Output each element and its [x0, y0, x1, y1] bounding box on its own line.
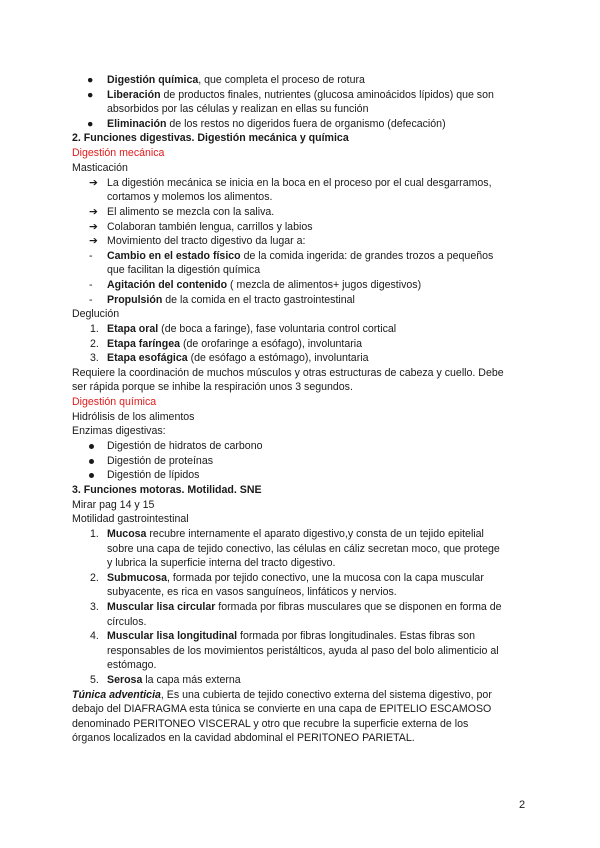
- tunica-paragraph: [72, 688, 492, 702]
- arrow-marker: ➔: [89, 177, 98, 189]
- bold-term: Serosa: [107, 674, 143, 686]
- bullet-item: Digestión de proteínas: [107, 455, 214, 467]
- bullet-item: Digestión de hidratos de carbono: [107, 440, 263, 452]
- arrow-item: Movimiento del tracto digestivo da lugar a:: [107, 235, 306, 247]
- bold-term: Liberación: [107, 89, 161, 101]
- item-text: ( mezcla de alimentos+ jugos digestivos): [227, 279, 422, 291]
- layer-item: [107, 600, 502, 614]
- item-continuation: y lubrica la superficie interna del tracto digestivo.: [107, 557, 336, 569]
- bold-term: Etapa faríngea: [107, 338, 181, 350]
- paragraph-line: órganos localizados en la cavidad abdominal el PERITONEO PARIETAL.: [72, 732, 415, 744]
- arrow-marker: ➔: [89, 206, 98, 218]
- bold-term: Túnica adventicia: [72, 689, 161, 701]
- topic-label: Mirar pag 14 y 15: [72, 499, 155, 511]
- arrow-marker: ➔: [89, 235, 98, 247]
- bullet-item: [107, 117, 446, 131]
- bold-term: Propulsión: [107, 294, 163, 306]
- bold-term: Mucosa: [107, 528, 147, 540]
- bold-term: Etapa esofágica: [107, 352, 188, 364]
- list-number: 2.: [90, 572, 99, 584]
- bold-term: Digestión química: [107, 74, 199, 86]
- arrow-item: El alimento se mezcla con la saliva.: [107, 206, 275, 218]
- paragraph-line: debajo del DIAFRAGMA esta túnica se convierte en una capa de EPITELIO ESCAMOSO: [72, 703, 492, 715]
- bold-term: Cambio en el estado físico: [107, 250, 241, 262]
- item-continuation: absorbidos por las células y realizan en ellas su función: [107, 103, 369, 115]
- item-text: de la comida en el tracto gastrointestinal: [162, 294, 355, 306]
- topic-label: Deglución: [72, 308, 120, 320]
- item-text: de productos finales, nutrientes (glucosa aminoácidos lípidos) que son: [160, 89, 494, 101]
- paragraph-line: ser rápida porque se inhibe la respiración unos 3 segundos.: [72, 381, 353, 393]
- dash-item: [107, 249, 493, 263]
- list-number: 1.: [90, 323, 99, 335]
- list-number: 1.: [90, 528, 99, 540]
- bold-term: Submucosa: [107, 572, 168, 584]
- item-continuation: círculos.: [107, 616, 147, 628]
- stage-item: [107, 337, 362, 351]
- bullet-marker: ●: [87, 74, 94, 86]
- item-text: recubre internamente el aparato digestivo,y consta de un tejido epitelial: [146, 528, 484, 540]
- item-continuation: responsables de los movimientos peristálticos, ayuda al paso del bolo alimenticio al: [107, 645, 499, 657]
- topic-label: Enzimas digestivas:: [72, 425, 166, 437]
- bullet-dot-icon: [89, 459, 94, 464]
- arrow-item: Colaboran también lengua, carrillos y labios: [107, 221, 313, 233]
- layer-item: [107, 673, 241, 687]
- section-heading: 2. Funciones digestivas. Digestión mecánica y química: [72, 132, 349, 144]
- bullet-marker: ●: [87, 118, 94, 130]
- bold-term: Etapa oral: [107, 323, 159, 335]
- item-continuation: subyacente, es rica en vasos sanguíneos, linfáticos y nervios.: [107, 586, 397, 598]
- layer-item: [107, 571, 484, 585]
- list-number: 2.: [90, 338, 99, 350]
- bold-term: Agitación del contenido: [107, 279, 228, 291]
- layer-item: [107, 629, 475, 643]
- page-number: 2: [519, 799, 526, 811]
- bullet-dot-icon: [89, 444, 94, 449]
- bullet-marker: ●: [87, 89, 94, 101]
- section-heading: 3. Funciones motoras. Motilidad. SNE: [72, 484, 262, 496]
- item-text: de la comida ingerida: de grandes trozos a pequeños: [240, 250, 494, 262]
- bold-term: Muscular lisa longitudinal: [107, 630, 238, 642]
- bold-term: Eliminación: [107, 118, 167, 130]
- arrow-item: La digestión mecánica se inicia en la boca en el proceso por el cual desgarramos,: [107, 177, 492, 189]
- paragraph-line: Requiere la coordinación de muchos músculos y otras estructuras de cabeza y cuello. Debe: [72, 367, 504, 379]
- item-continuation: cortamos y molemos los alimentos.: [107, 191, 273, 203]
- dash-marker: -: [89, 250, 93, 262]
- bold-term: Muscular lisa circular: [107, 601, 216, 613]
- arrow-marker: ➔: [89, 221, 98, 233]
- bullet-item: Digestión de lípidos: [107, 469, 200, 481]
- item-text: , que completa el proceso de rotura: [198, 74, 365, 86]
- item-continuation: sobre una capa de tejido conectivo, las células en cáliz secretan moco, que protege: [107, 543, 500, 555]
- stage-item: [107, 351, 368, 365]
- item-text: (de esófago a estómago), involuntaria: [187, 352, 369, 364]
- item-text: (de boca a faringe), fase voluntaria control cortical: [158, 323, 397, 335]
- dash-marker: -: [89, 279, 93, 291]
- dash-item: [107, 278, 421, 292]
- layer-item: [107, 527, 484, 541]
- item-text: , formada por tejido conectivo, une la mucosa con la capa muscular: [167, 572, 484, 584]
- list-number: 3.: [90, 601, 99, 613]
- item-text: de los restos no digeridos fuera de organismo (defecación): [166, 118, 446, 130]
- item-text: formada por fibras musculares que se disponen en forma de: [215, 601, 502, 613]
- item-continuation: estómago.: [107, 659, 157, 671]
- bullet-item: [107, 73, 365, 87]
- dash-marker: -: [89, 294, 93, 306]
- topic-label: Motilidad gastrointestinal: [72, 513, 189, 525]
- stage-item: [107, 322, 396, 336]
- dash-item: [107, 293, 355, 307]
- bullet-dot-icon: [89, 473, 94, 478]
- bullet-item: [107, 88, 494, 102]
- list-number: 3.: [90, 352, 99, 364]
- list-number: 5.: [90, 674, 99, 686]
- topic-label: Hidrólisis de los alimentos: [72, 411, 195, 423]
- list-number: 4.: [90, 630, 99, 642]
- item-text: , Es una cubierta de tejido conectivo externa del sistema digestivo, por: [160, 689, 492, 701]
- topic-label: Masticación: [72, 162, 128, 174]
- subsection-title: Digestión química: [72, 396, 157, 408]
- subsection-title: Digestión mecánica: [72, 147, 165, 159]
- item-text: la capa más externa: [142, 674, 241, 686]
- paragraph-line: denominado PERITONEO VISCERAL y otro que recubre la superficie externa de los: [72, 718, 469, 730]
- item-text: formada por fibras longitudinales. Estas fibras son: [237, 630, 475, 642]
- item-text: (de orofaringe a esófago), involuntaria: [180, 338, 362, 350]
- item-continuation: que facilitan la digestión química: [107, 264, 261, 276]
